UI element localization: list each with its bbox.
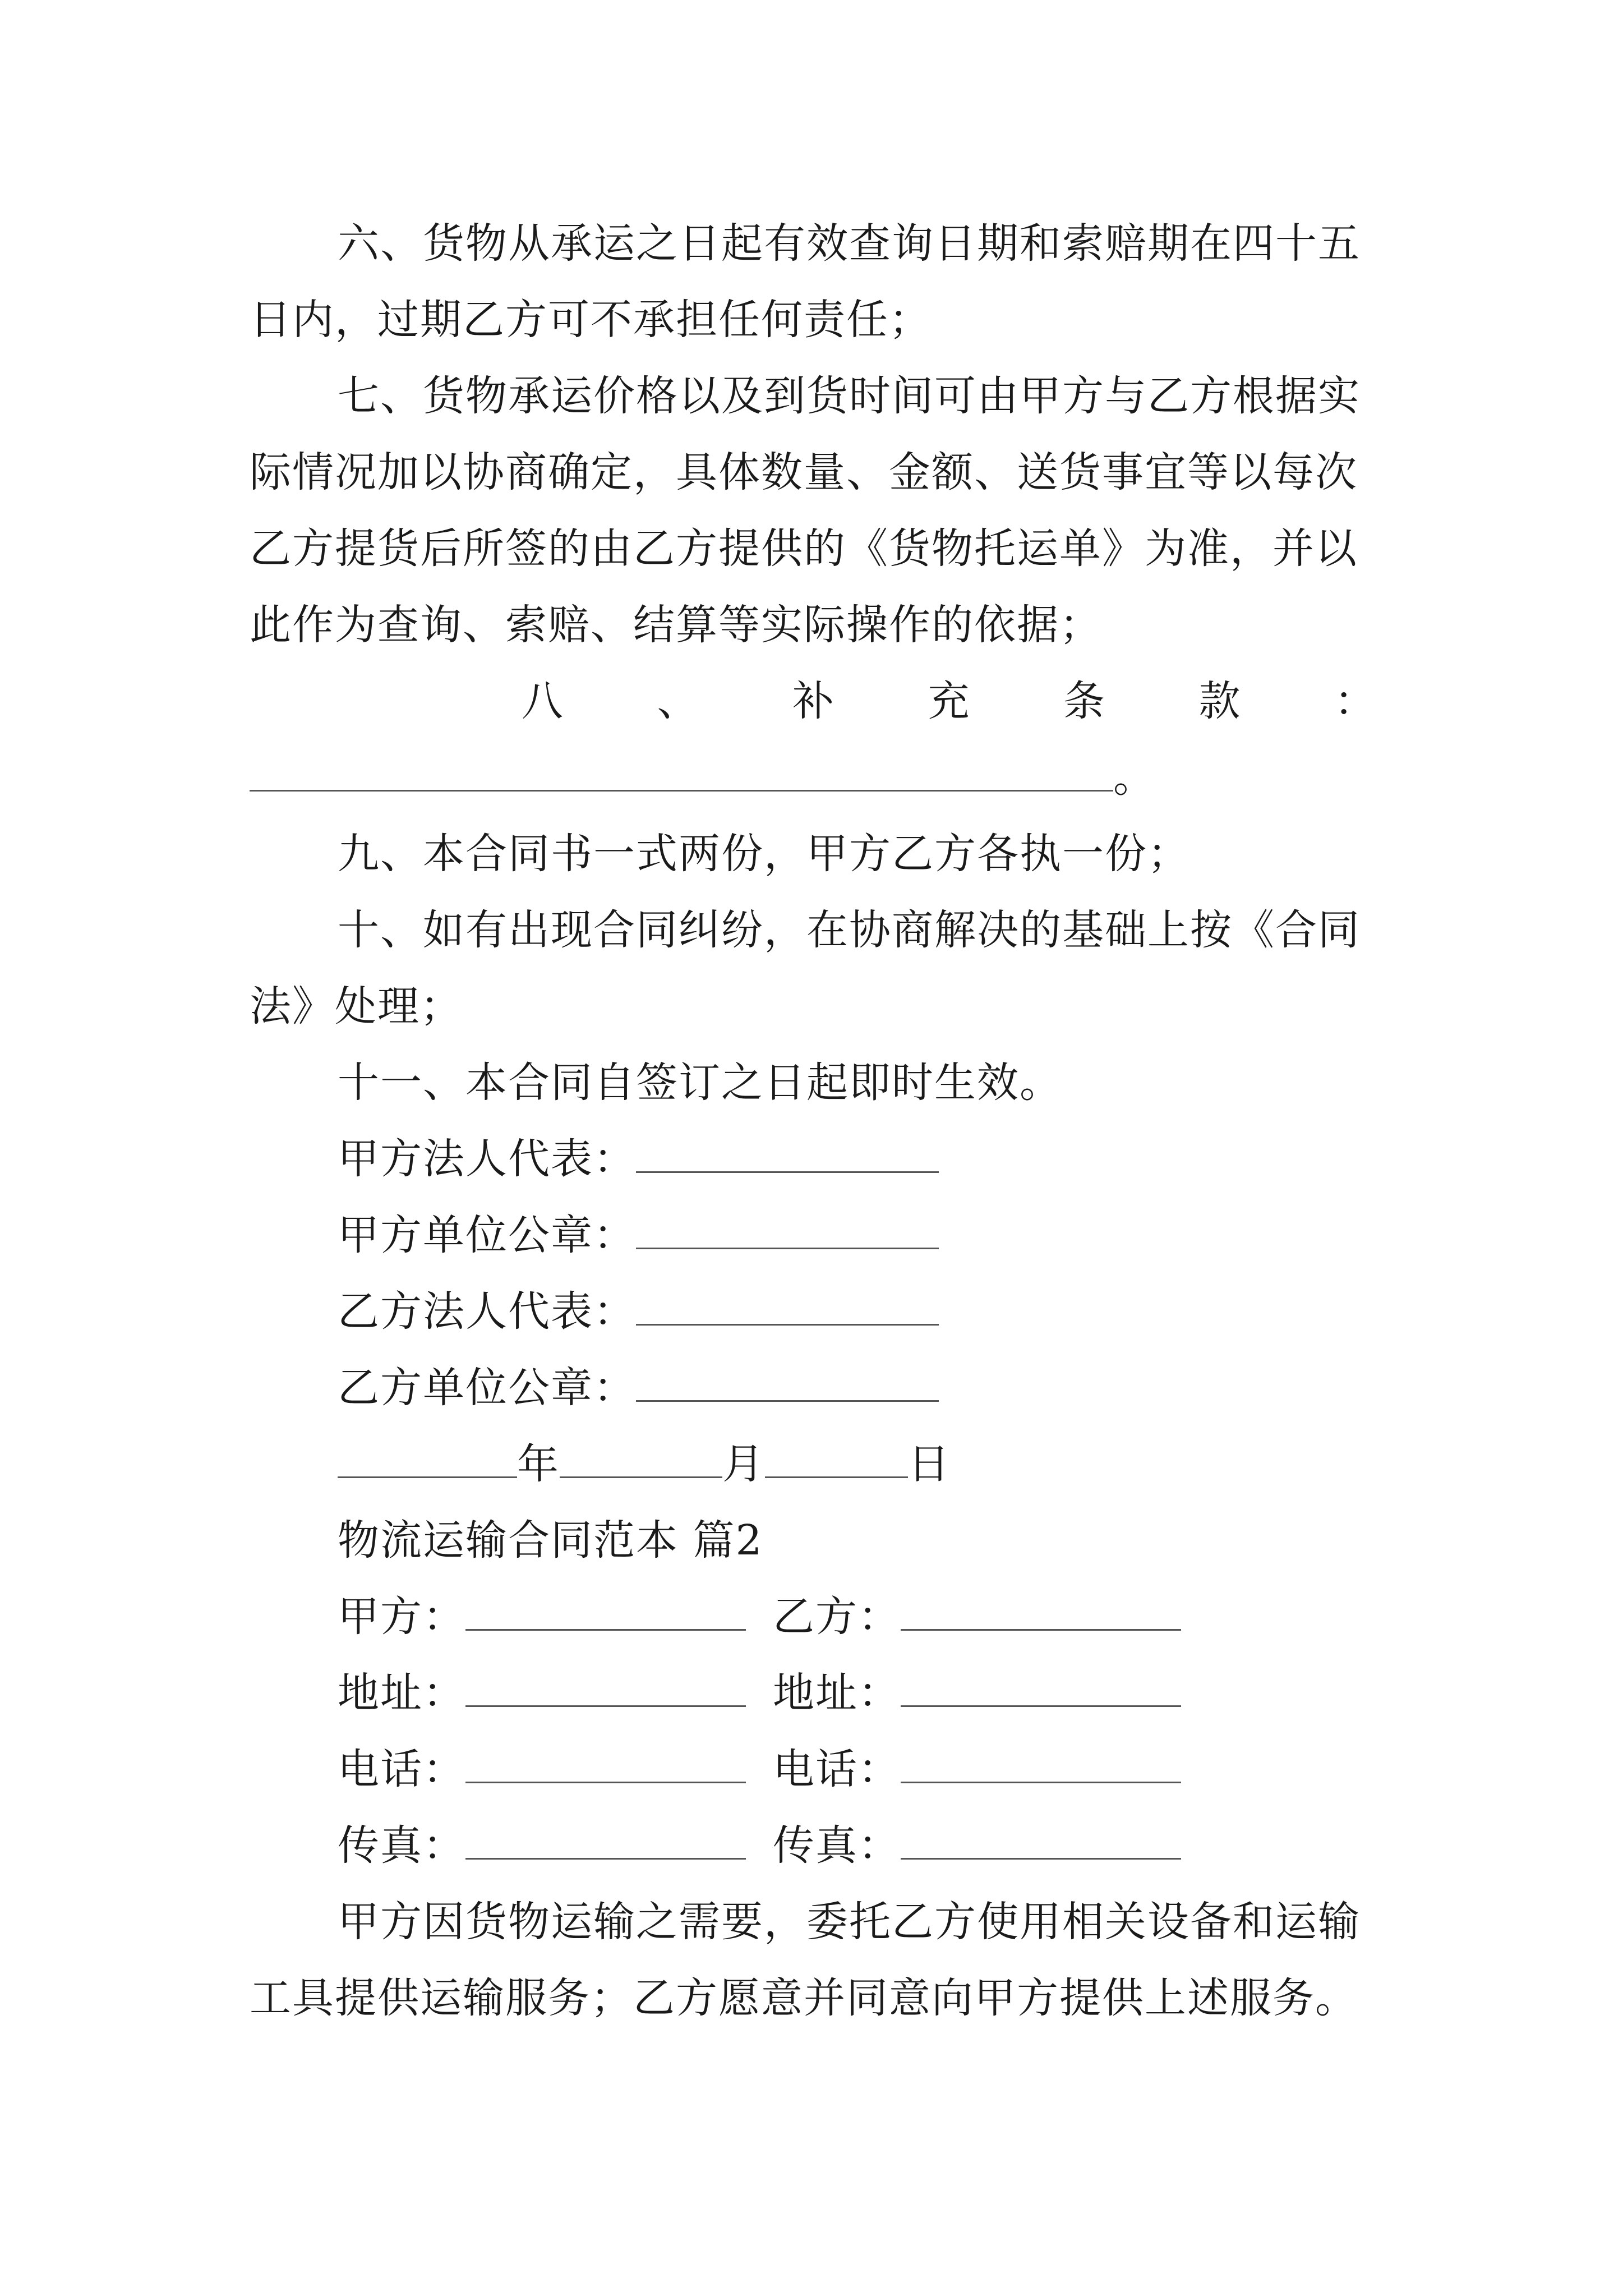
party-b-address-label: 地址： xyxy=(773,1669,901,1717)
clause-7-line-4: 此作为查询、索赔、结算等实际操作的依据； xyxy=(250,601,1102,649)
party-b-phone-blank[interactable] xyxy=(901,1746,1181,1783)
party-b-phone-label: 电话： xyxy=(773,1745,901,1793)
signature-label: 乙方法人代表： xyxy=(338,1287,636,1336)
party-a-label: 甲方： xyxy=(338,1593,465,1641)
party-b-label: 乙方： xyxy=(773,1593,901,1641)
signature-label: 甲方单位公章： xyxy=(338,1211,636,1259)
clause-8-char: 充 xyxy=(928,677,971,725)
party-b-fax-blank[interactable] xyxy=(901,1822,1181,1860)
supplementary-terms-blank[interactable] xyxy=(250,754,1113,792)
party-a-address-blank[interactable] xyxy=(465,1669,746,1707)
party-row xyxy=(338,1819,1465,1872)
intro-line-1: 甲方因货物运输之需要，委托乙方使用相关设备和运输 xyxy=(338,1898,1361,1946)
clause-8-char: 补 xyxy=(792,677,835,725)
date-line xyxy=(338,1437,1465,1491)
clause-7-line-3: 乙方提货后所签的由乙方提供的《货物托运单》为准，并以 xyxy=(250,524,1358,573)
year-blank[interactable] xyxy=(338,1441,517,1478)
signature-row xyxy=(338,1208,1465,1262)
year-label: 年 xyxy=(517,1440,560,1488)
clause-6-line-1: 六、货物从承运之日起有效查询日期和索赔期在四十五 xyxy=(338,219,1361,268)
clause-10-line-1: 十、如有出现合同纠纷，在协商解决的基础上按《合同 xyxy=(338,906,1361,954)
clause-11: 十一、本合同自签订之日起即时生效。 xyxy=(338,1059,1062,1107)
clause-8-end: 。 xyxy=(1113,753,1156,802)
clause-6-line-2: 日内，过期乙方可不承担任何责任； xyxy=(250,296,932,344)
party-b-blank[interactable] xyxy=(901,1593,1181,1631)
party-row xyxy=(338,1666,1465,1720)
signature-row xyxy=(338,1132,1465,1186)
signature-blank[interactable] xyxy=(636,1288,939,1326)
party-b-fax-label: 传真： xyxy=(773,1821,901,1870)
month-blank[interactable] xyxy=(560,1441,722,1478)
clause-9: 九、本合同书一式两份，甲方乙方各执一份； xyxy=(338,830,1190,878)
party-b-address-blank[interactable] xyxy=(901,1669,1181,1707)
clause-8-char: 八 xyxy=(522,677,564,725)
clause-8-char: ： xyxy=(1334,677,1377,725)
clause-8-char: 款 xyxy=(1198,677,1242,725)
party-row xyxy=(338,1590,1465,1644)
clause-8-heading xyxy=(522,674,1377,728)
party-a-fax-blank[interactable] xyxy=(465,1822,746,1860)
signature-label: 甲方法人代表： xyxy=(338,1135,636,1183)
clause-8-char: 条 xyxy=(1063,677,1106,725)
signature-blank[interactable] xyxy=(636,1364,939,1402)
intro-line-2: 工具提供运输服务；乙方愿意并同意向甲方提供上述服务。 xyxy=(250,1974,1358,2022)
signature-row xyxy=(338,1285,1465,1338)
party-a-fax-label: 传真： xyxy=(338,1821,465,1870)
party-a-phone-label: 电话： xyxy=(338,1745,465,1793)
party-a-phone-blank[interactable] xyxy=(465,1746,746,1783)
clause-10-line-2: 法》处理； xyxy=(250,982,463,1030)
section-2-title: 物流运输合同范本 篇2 xyxy=(338,1516,763,1565)
signature-blank[interactable] xyxy=(636,1135,939,1173)
party-a-blank[interactable] xyxy=(465,1593,746,1631)
clause-8-char: 、 xyxy=(657,677,700,725)
signature-row xyxy=(338,1361,1465,1415)
day-label: 日 xyxy=(908,1440,951,1488)
clause-7-line-1: 七、货物承运价格以及到货时间可由甲方与乙方根据实 xyxy=(338,372,1361,420)
signature-blank[interactable] xyxy=(636,1212,939,1249)
party-row xyxy=(338,1742,1465,1796)
clause-7-line-2: 际情况加以协商确定，具体数量、金额、送货事宜等以每次 xyxy=(250,448,1358,496)
signature-label: 乙方单位公章： xyxy=(338,1364,636,1412)
day-blank[interactable] xyxy=(765,1441,908,1478)
month-label: 月 xyxy=(722,1440,765,1488)
clause-8-blank-line xyxy=(250,751,1377,804)
party-a-address-label: 地址： xyxy=(338,1669,465,1717)
